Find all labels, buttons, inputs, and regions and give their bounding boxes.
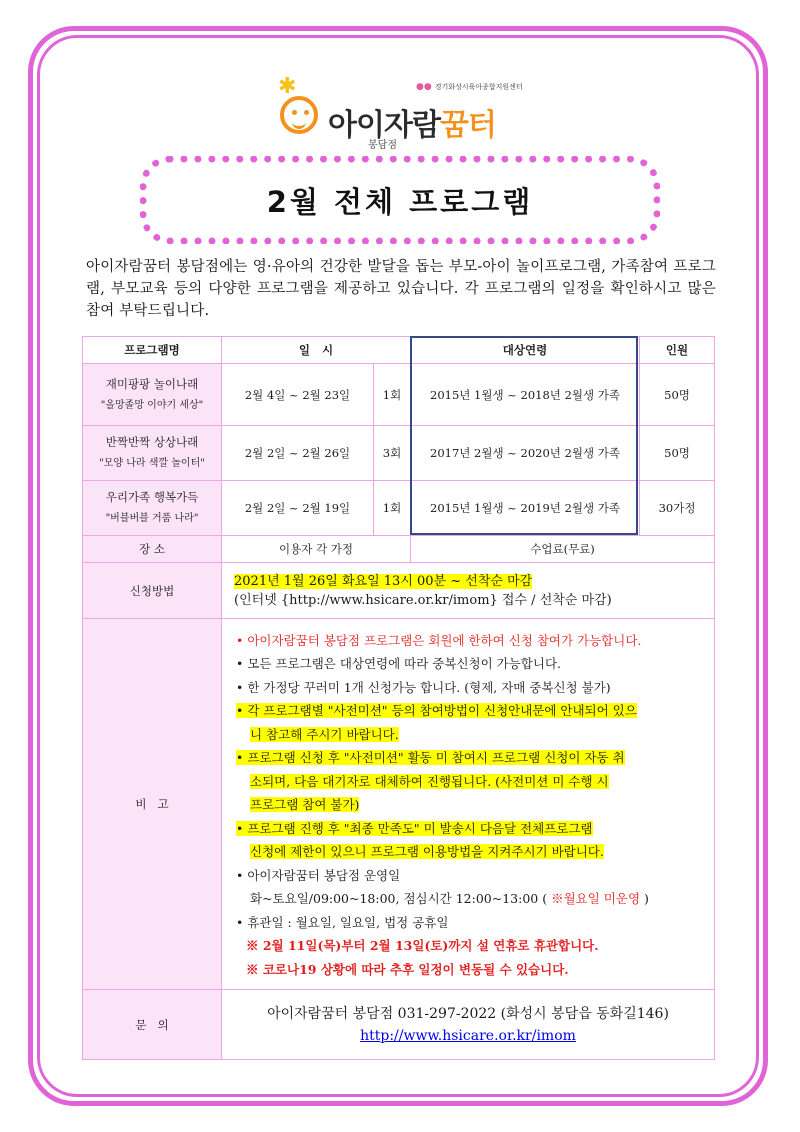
note-item: • 모든 프로그램은 대상연령에 따라 중복신청이 가능합니다. bbox=[236, 656, 561, 672]
warning-note: ※ 코로나19 상황에 따라 추후 일정이 변동될 수 있습니다. bbox=[246, 961, 569, 977]
logo-title: 아이자람꿈터 bbox=[328, 108, 496, 143]
smiley-face-icon bbox=[280, 96, 318, 134]
table-row bbox=[83, 481, 715, 536]
program-sessions: 3회 bbox=[374, 426, 411, 481]
table-header-row bbox=[83, 337, 715, 364]
title-box bbox=[140, 156, 660, 244]
contact-row bbox=[83, 990, 715, 1060]
program-date: 2월 4일 ~ 2월 23일 bbox=[222, 364, 374, 426]
note-item: • 아이자람꿈터 봉담점 운영일 bbox=[236, 867, 401, 883]
table-row bbox=[83, 426, 715, 481]
header-date: 일 시 bbox=[222, 337, 411, 364]
note-item: • 각 프로그램별 "사전미션" 등의 참여방법이 신청안내문에 안내되어 있으 bbox=[236, 703, 637, 719]
logo bbox=[276, 74, 526, 150]
notes-row bbox=[83, 619, 715, 990]
contact-label: 문 의 bbox=[83, 990, 222, 1060]
notes-list bbox=[222, 619, 715, 990]
star-icon: ✱ bbox=[278, 74, 297, 99]
program-sessions: 1회 bbox=[374, 481, 411, 536]
program-age: 2015년 1월생 ~ 2018년 2월생 가족 bbox=[411, 364, 640, 426]
header-name: 프로그램명 bbox=[83, 337, 222, 364]
program-count: 50명 bbox=[640, 426, 715, 481]
note-item-cont: 프로그램 참여 불가) bbox=[250, 797, 360, 813]
note-item-cont: 니 참고해 주시기 바랍니다. bbox=[250, 726, 399, 742]
program-date: 2월 2일 ~ 2월 26일 bbox=[222, 426, 374, 481]
apply-row bbox=[83, 563, 715, 619]
place-row bbox=[83, 536, 715, 563]
program-date: 2월 2일 ~ 2월 19일 bbox=[222, 481, 374, 536]
apply-label: 신청방법 bbox=[83, 563, 222, 619]
table-row bbox=[83, 364, 715, 426]
fee-value: 수업료(무료) bbox=[411, 536, 715, 563]
place-value: 이용자 각 가정 bbox=[222, 536, 411, 563]
intro-paragraph: 아이자람꿈터 봉담점에는 영·유아의 건강한 발달을 돕는 부모-아이 놀이프로그램, 가족참여 프로그램, 부모교육 등의 다양한 프로그램을 제공하고 있습니다. 각 프로그램의 일정을 확인하시고 많은 참여 부탁드립니다. bbox=[86, 259, 716, 319]
warning-note: ※ 2월 11일(목)부터 2월 13일(토)까지 설 연휴로 휴관합니다. bbox=[246, 938, 599, 954]
program-age: 2015년 1월생 ~ 2019년 2월생 가족 bbox=[411, 481, 640, 536]
contact-link[interactable]: http://www.hsicare.or.kr/imom bbox=[360, 1027, 576, 1044]
program-name: 반짝반짝 상상나래 "모양 나라 색깔 놀이터" bbox=[83, 426, 222, 481]
page-title: 2월 전체 프로그램 bbox=[266, 184, 534, 219]
apply-value: 2021년 1월 26일 화요일 13시 00분 ~ 선착순 마감 (인터넷 {http://www.hsicare.or.kr/imom} 접수 / 선착순 마감) bbox=[222, 563, 715, 619]
logo-org: ●● 경기화성시육아종합지원센터 bbox=[416, 82, 523, 92]
place-label: 장 소 bbox=[83, 536, 222, 563]
program-count: 50명 bbox=[640, 364, 715, 426]
program-count: 30가정 bbox=[640, 481, 715, 536]
logo-branch: 봉담점 bbox=[368, 140, 397, 151]
note-item: • 프로그램 신청 후 "사전미션" 활동 미 참여시 프로그램 신청이 자동 취 bbox=[236, 750, 625, 766]
contact-value: 아이자람꿈터 봉담점 031-297-2022 (화성시 봉담읍 동화길146) http://www.hsicare.or.kr/imom bbox=[222, 990, 715, 1060]
note-item: • 아이자람꿈터 봉담점 프로그램은 회원에 한하여 신청 참여가 가능합니다. bbox=[236, 632, 642, 648]
program-name: 재미팡팡 놀이나래 "올망졸망 이야기 세상" bbox=[83, 364, 222, 426]
note-item-cont: 신청에 제한이 있으니 프로그램 이용방법을 지켜주시기 바랍니다. bbox=[250, 844, 604, 860]
program-sessions: 1회 bbox=[374, 364, 411, 426]
header-count: 인원 bbox=[640, 337, 715, 364]
notes-label: 비 고 bbox=[83, 619, 222, 990]
note-hours: 화~토요일/09:00~18:00, 점심시간 12:00~13:00 ( ※월요일 미운영 ) bbox=[250, 891, 649, 907]
program-name: 우리가족 행복가득 "버블버블 거품 나라" bbox=[83, 481, 222, 536]
program-table bbox=[82, 336, 715, 1060]
note-item: • 휴관일 : 월요일, 일요일, 법정 공휴일 bbox=[236, 914, 449, 930]
note-item-cont: 소되며, 다음 대기자로 대체하여 진행됩니다. (사전미션 미 수행 시 bbox=[250, 773, 609, 789]
header-age: 대상연령 bbox=[411, 337, 640, 364]
program-age: 2017년 2월생 ~ 2020년 2월생 가족 bbox=[411, 426, 640, 481]
note-item: • 프로그램 진행 후 "최종 만족도" 미 발송시 다음달 전체프로그램 bbox=[236, 820, 593, 836]
note-item: • 한 가정당 꾸러미 1개 신청가능 합니다. (형제, 자매 중복신청 불가) bbox=[236, 679, 611, 695]
